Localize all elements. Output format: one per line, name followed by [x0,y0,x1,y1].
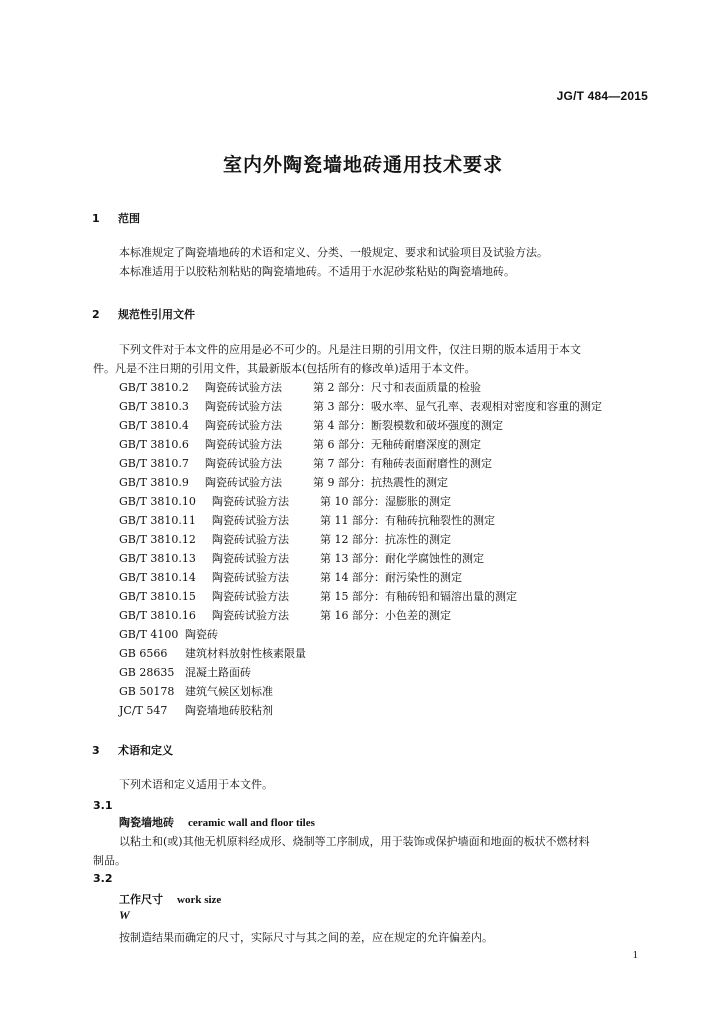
term-3-2-symbol: W [119,908,130,922]
reference-code: GB/T 3810.6 [119,438,189,451]
reference-item [119,625,218,644]
reference-item [119,492,451,511]
reference-item [119,511,495,530]
reference-item [119,606,451,625]
reference-series: 陶瓷砖试验方法 [212,609,289,622]
reference-code: GB/T 3810.2 [119,381,189,394]
term-3-1-heading [119,814,315,830]
term-3-1-number: 3.1 [93,799,113,812]
references-intro-line-2: 件。凡是不注日期的引用文件，其最新版本(包括所有的修改单)适用于本文件。 [93,362,476,375]
reference-title: 陶瓷砖 [185,628,218,641]
term-3-1-definition-line-2: 制品。 [93,854,126,867]
reference-code: GB/T 3810.4 [119,419,189,432]
reference-code: GB/T 3810.16 [119,609,196,622]
reference-code: GB 6566 [119,647,168,660]
reference-series: 陶瓷砖试验方法 [205,457,282,470]
references-intro-line-1: 下列文件对于本文件的应用是必不可少的。凡是注日期的引用文件，仅注日期的版本适用于本文 [119,343,581,356]
reference-title: 陶瓷墙地砖胶粘剂 [185,704,273,717]
scope-paragraph-2: 本标准适用于以胶粘剂粘贴的陶瓷墙地砖。不适用于水泥砂浆粘贴的陶瓷墙地砖。 [119,265,515,278]
standard-code: JG/T 484—2015 [556,89,648,103]
reference-item [119,568,462,587]
term-3-2-heading [119,891,221,907]
term-name-en: work size [177,894,222,906]
section-number: 3 [92,744,100,757]
reference-item [119,378,481,397]
reference-item [119,701,273,720]
reference-code: GB/T 3810.14 [119,571,196,584]
reference-part: 第 12 部分：抗冻性的测定 [320,533,451,546]
reference-item [119,549,484,568]
page-number: 1 [632,949,638,961]
reference-code: GB/T 3810.7 [119,457,189,470]
reference-code: JC/T 547 [119,704,168,717]
reference-series: 陶瓷砖试验方法 [205,476,282,489]
reference-part: 第 7 部分：有釉砖表面耐磨性的测定 [313,457,492,470]
reference-item [119,416,503,435]
reference-code: GB/T 4100 [119,628,179,641]
reference-series: 陶瓷砖试验方法 [205,419,282,432]
reference-part: 第 13 部分：耐化学腐蚀性的测定 [320,552,484,565]
reference-code: GB 50178 [119,685,175,698]
section-2-heading [92,306,195,322]
term-name-en: ceramic wall and floor tiles [188,817,315,829]
reference-part: 第 16 部分：小色差的测定 [320,609,451,622]
section-1-heading [92,210,140,226]
reference-series: 陶瓷砖试验方法 [205,381,282,394]
reference-item [119,435,481,454]
reference-part: 第 3 部分：吸水率、显气孔率、表观相对密度和容重的测定 [313,400,602,413]
reference-item [119,530,451,549]
reference-item [119,473,448,492]
reference-series: 陶瓷砖试验方法 [212,495,289,508]
reference-code: GB/T 3810.10 [119,495,196,508]
reference-item [119,663,251,682]
term-3-2-number: 3.2 [93,872,113,885]
reference-part: 第 15 部分：有釉砖铅和镉溶出量的测定 [320,590,517,603]
reference-title: 混凝土路面砖 [185,666,251,679]
reference-item [119,397,602,416]
section-number: 2 [92,308,100,321]
section-title: 范围 [118,212,140,225]
reference-title: 建筑气候区划标准 [185,685,273,698]
reference-part: 第 9 部分：抗热震性的测定 [313,476,448,489]
section-number: 1 [92,212,100,225]
term-name-zh: 陶瓷墙地砖 [119,816,174,829]
section-title: 规范性引用文件 [118,308,195,321]
reference-series: 陶瓷砖试验方法 [212,514,289,527]
reference-code: GB/T 3810.11 [119,514,196,527]
section-title: 术语和定义 [118,744,173,757]
reference-part: 第 10 部分：湿膨胀的测定 [320,495,451,508]
reference-code: GB/T 3810.9 [119,476,189,489]
reference-code: GB/T 3810.12 [119,533,196,546]
reference-series: 陶瓷砖试验方法 [212,571,289,584]
term-name-zh: 工作尺寸 [119,893,163,906]
reference-item [119,644,306,663]
reference-series: 陶瓷砖试验方法 [212,590,289,603]
reference-series: 陶瓷砖试验方法 [212,533,289,546]
reference-item [119,587,517,606]
term-3-2-definition: 按制造结果而确定的尺寸，实际尺寸与其之间的差，应在规定的允许偏差内。 [119,931,493,944]
terms-intro: 下列术语和定义适用于本文件。 [119,778,273,791]
reference-part: 第 2 部分：尺寸和表面质量的检验 [313,381,481,394]
reference-title: 建筑材料放射性核素限量 [185,647,306,660]
reference-code: GB/T 3810.3 [119,400,189,413]
reference-series: 陶瓷砖试验方法 [205,400,282,413]
reference-code: GB/T 3810.13 [119,552,196,565]
reference-part: 第 11 部分：有釉砖抗釉裂性的测定 [320,514,495,527]
reference-item [119,682,273,701]
reference-series: 陶瓷砖试验方法 [205,438,282,451]
reference-code: GB 28635 [119,666,175,679]
scope-paragraph-1: 本标准规定了陶瓷墙地砖的术语和定义、分类、一般规定、要求和试验项目及试验方法。 [119,246,548,259]
reference-series: 陶瓷砖试验方法 [212,552,289,565]
reference-part: 第 14 部分：耐污染性的测定 [320,571,462,584]
term-3-1-definition-line-1: 以粘土和(或)其他无机原料经成形、烧制等工序制成，用于装饰或保护墙面和地面的板状不燃材料 [119,835,590,848]
document-title: 室内外陶瓷墙地砖通用技术要求 [222,154,503,176]
reference-part: 第 4 部分：断裂模数和破坏强度的测定 [313,419,503,432]
reference-code: GB/T 3810.15 [119,590,196,603]
reference-part: 第 6 部分：无釉砖耐磨深度的测定 [313,438,481,451]
reference-item [119,454,492,473]
section-3-heading [92,742,173,758]
